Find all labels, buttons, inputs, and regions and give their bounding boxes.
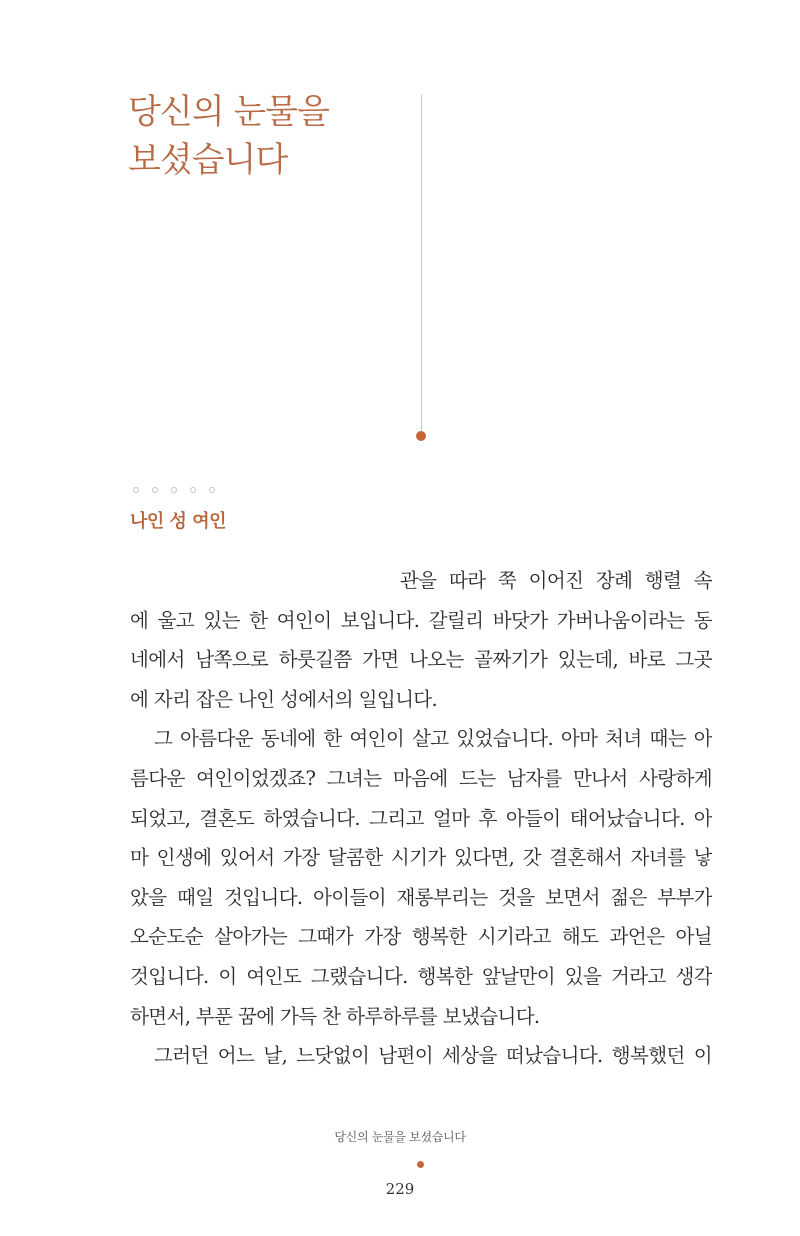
footer-dot-icon <box>417 1161 424 1168</box>
ornament-circle-icon <box>171 487 177 493</box>
body-line: 것입니다. 이 여인도 그랬습니다. 행복한 앞날만이 있을 거라고 생각 <box>130 964 712 988</box>
body-line: 되었고, 결혼도 하였습니다. 그리고 얼마 후 아들이 태어났습니다. 아 <box>130 806 712 830</box>
body-line: 에 자리 잡은 나인 성에서의 일입니다. <box>130 687 438 711</box>
chapter-title-line-2: 보셨습니다 <box>128 140 288 180</box>
chapter-title-line-1: 당신의 눈물을 <box>128 92 329 132</box>
body-line: 하면서, 부푼 꿈에 가득 찬 하루하루를 보냈습니다. <box>130 1004 540 1028</box>
chapter-title <box>128 88 329 184</box>
body-line: 마 인생에 있어서 가장 달콤한 시기가 있다면, 갓 결혼해서 자녀를 낳 <box>130 846 712 870</box>
body-line: 에 울고 있는 한 여인이 보입니다. 갈릴리 바닷가 가버나움이라는 동 <box>130 608 712 632</box>
body-line: 았을 때일 것입니다. 아이들이 재롱부리는 것을 보면서 젊은 부부가 <box>130 885 712 909</box>
section-title: 나인 성 여인 <box>130 511 226 532</box>
body-line: 오순도순 살아가는 그때가 가장 행복한 시기라고 해도 과언은 아닐 <box>130 925 712 949</box>
body-line: 름다운 여인이었겠죠? 그녀는 마음에 드는 남자를 만나서 사랑하게 <box>130 766 712 790</box>
dot-ornament <box>133 487 215 493</box>
ornament-circle-icon <box>190 487 196 493</box>
running-footer: 당신의 눈물을 보셨습니다 <box>334 1130 466 1144</box>
body-line: 그 아름다운 동네에 한 여인이 살고 있었습니다. 아마 처녀 때는 아 <box>154 727 712 751</box>
body-line: 네에서 남쪽으로 하룻길쯤 가면 나오는 골짜기가 있는데, 바로 그곳 <box>130 648 712 672</box>
page-number: 229 <box>385 1180 415 1198</box>
body-line: 관을 따라 쭉 이어진 장례 행렬 속 <box>400 569 712 592</box>
divider-dot-icon <box>416 431 426 441</box>
ornament-circle-icon <box>209 487 215 493</box>
body-line: 그러던 어느 날, 느닷없이 남편이 세상을 떠났습니다. 행복했던 이 <box>154 1044 712 1068</box>
ornament-circle-icon <box>133 487 139 493</box>
ornament-circle-icon <box>152 487 158 493</box>
body-text <box>130 561 712 1076</box>
vertical-divider-line <box>421 95 422 431</box>
